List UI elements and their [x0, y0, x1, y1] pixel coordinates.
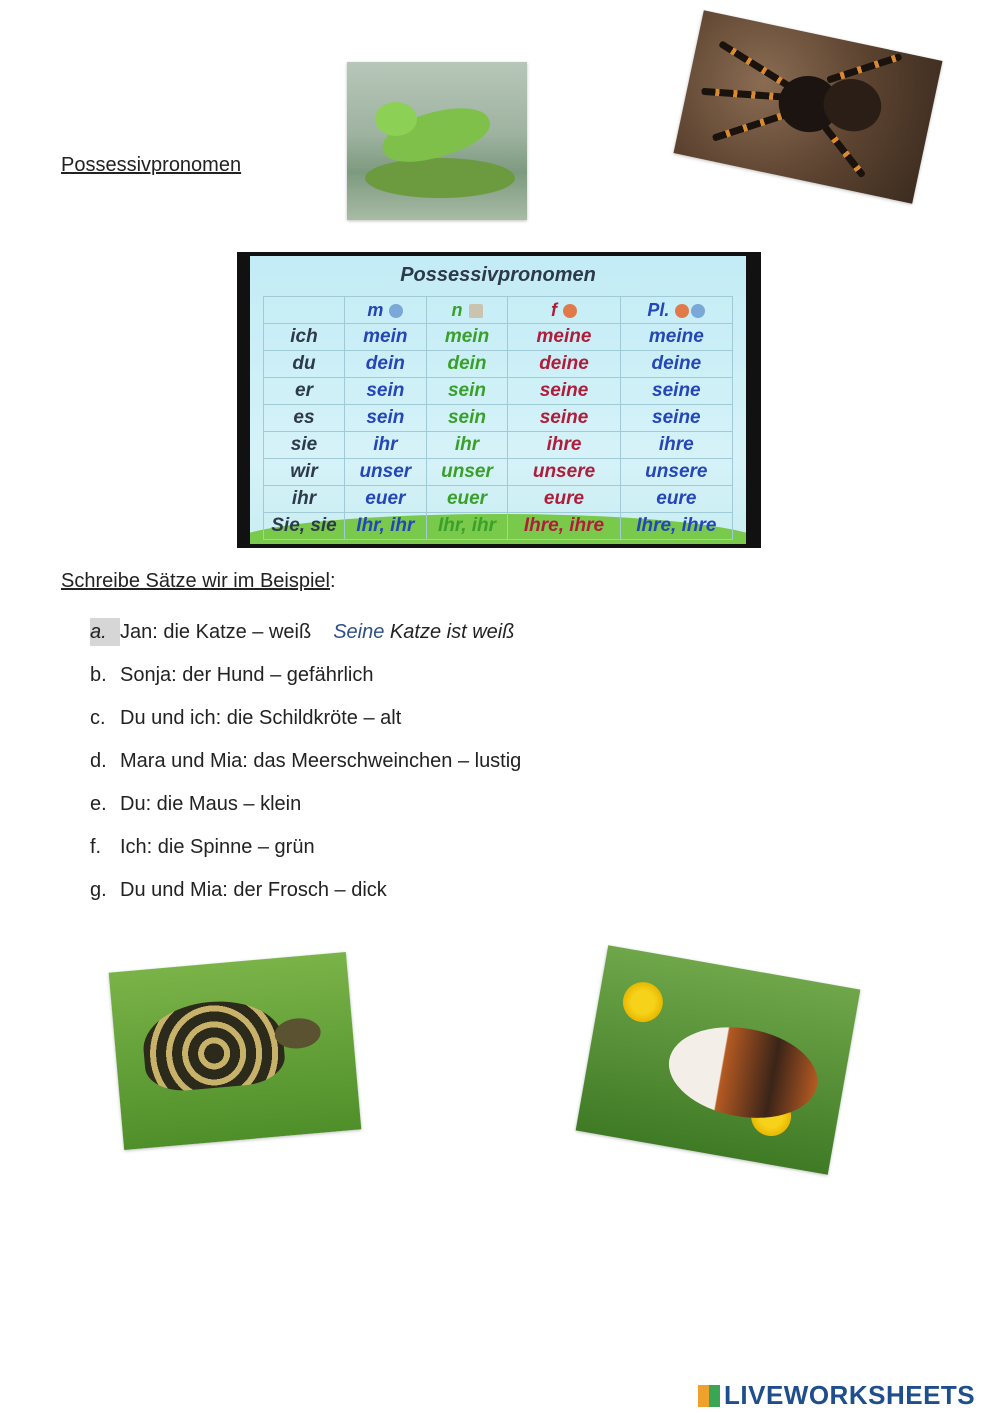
item-marker: f. [90, 836, 102, 858]
pronoun-table-board [250, 256, 746, 544]
frog-head [375, 102, 417, 136]
item-marker: e. [90, 793, 107, 815]
example-answer [333, 621, 514, 643]
list-item [90, 747, 521, 790]
item-text: Du und Mia: der Frosch – dick [120, 879, 387, 901]
list-item [90, 833, 521, 876]
task-list [90, 618, 521, 919]
instruction-text: Schreibe Sätze wir im Beispiel [61, 570, 330, 592]
spider-leg [826, 53, 902, 84]
turtle-shell [140, 996, 287, 1094]
cell-pronoun: sie [264, 432, 345, 459]
item-marker: a. [90, 618, 120, 646]
table-row [264, 513, 733, 540]
cell-pl: meine [620, 324, 732, 351]
guinea-pig-body [662, 1016, 825, 1129]
item-text: Sonja: der Hund – gefährlich [120, 664, 374, 686]
instruction-colon: : [330, 570, 336, 592]
cell-pronoun: es [264, 405, 345, 432]
cell-n: sein [426, 405, 508, 432]
girl-icon [675, 304, 689, 318]
cell-m: sein [345, 405, 427, 432]
header-cell-pronoun [264, 297, 345, 324]
header-cell-m [345, 297, 427, 324]
cell-m: dein [345, 351, 427, 378]
table-row [264, 351, 733, 378]
cell-n: ihr [426, 432, 508, 459]
brand-logo[interactable] [698, 1380, 975, 1411]
example-answer-word: Seine [333, 621, 385, 643]
pronoun-table [263, 296, 733, 540]
cell-pl: seine [620, 405, 732, 432]
cell-m: mein [345, 324, 427, 351]
header-f-label: f [551, 299, 557, 320]
cell-pl: deine [620, 351, 732, 378]
cell-f: ihre [508, 432, 620, 459]
item-text: Du und ich: die Schildkröte – alt [120, 707, 402, 729]
liveworksheets-icon [698, 1385, 720, 1407]
page-title: Possessivpronomen [61, 154, 242, 176]
item-marker: c. [90, 707, 106, 729]
frog-photo [347, 62, 527, 220]
item-text: Ich: die Spinne – grün [120, 836, 315, 858]
spider-leg [712, 110, 790, 141]
header-cell-f [508, 297, 620, 324]
list-item [90, 661, 521, 704]
cell-pronoun: ich [264, 324, 345, 351]
cell-m: ihr [345, 432, 427, 459]
girl-icon [563, 304, 577, 318]
table-row [264, 459, 733, 486]
table-row [264, 486, 733, 513]
cell-pl: ihre [620, 432, 732, 459]
cell-f: deine [508, 351, 620, 378]
cell-pl: Ihre, ihre [620, 513, 732, 540]
header-m-label: m [367, 299, 384, 320]
header-n-label: n [451, 299, 463, 320]
cell-pl: seine [620, 378, 732, 405]
cell-pronoun: ihr [264, 486, 345, 513]
table-row [264, 324, 733, 351]
cell-n: Ihr, ihr [426, 513, 508, 540]
cell-pronoun: Sie, sie [264, 513, 345, 540]
cell-m: unser [345, 459, 427, 486]
cell-pronoun: er [264, 378, 345, 405]
cell-f: seine [508, 405, 620, 432]
item-text: Jan: die Katze – weiß [120, 621, 312, 643]
item-text: Mara und Mia: das Meerschweinchen – lustig [120, 750, 522, 772]
header-pl-label: Pl. [647, 299, 670, 320]
list-item [90, 618, 521, 661]
header-cell-n [426, 297, 508, 324]
spider-photo [673, 10, 942, 204]
list-item [90, 876, 521, 919]
cell-f: meine [508, 324, 620, 351]
cell-pronoun: du [264, 351, 345, 378]
cell-f: eure [508, 486, 620, 513]
spider-leg [718, 40, 795, 92]
pronoun-table-image [237, 252, 761, 548]
example-answer-rest: Katze ist weiß [384, 621, 515, 643]
cell-n: dein [426, 351, 508, 378]
boy-icon [691, 304, 705, 318]
dandelion [620, 979, 666, 1025]
item-marker: g. [90, 879, 107, 901]
table-row [264, 405, 733, 432]
cell-pl: eure [620, 486, 732, 513]
cell-f: unsere [508, 459, 620, 486]
cell-pl: unsere [620, 459, 732, 486]
item-marker: b. [90, 664, 107, 686]
cell-pronoun: wir [264, 459, 345, 486]
cell-n: sein [426, 378, 508, 405]
table-header-row [264, 297, 733, 324]
cell-n: unser [426, 459, 508, 486]
turtle-photo [109, 952, 362, 1150]
list-item [90, 704, 521, 747]
guinea-pig-photo [576, 945, 861, 1175]
table-title: Possessivpronomen [400, 264, 596, 286]
lily-pad [365, 158, 515, 198]
cell-n: mein [426, 324, 508, 351]
cell-n: euer [426, 486, 508, 513]
instruction-heading [61, 570, 336, 593]
brand-text: LIVEWORKSHEETS [724, 1380, 976, 1410]
item-text: Du: die Maus – klein [120, 793, 302, 815]
header-cell-pl [620, 297, 732, 324]
table-row [264, 432, 733, 459]
cell-m: sein [345, 378, 427, 405]
cell-f: Ihre, ihre [508, 513, 620, 540]
book-icon [469, 304, 483, 318]
cell-f: seine [508, 378, 620, 405]
table-row [264, 378, 733, 405]
item-marker: d. [90, 750, 107, 772]
list-item [90, 790, 521, 833]
cell-m: euer [345, 486, 427, 513]
cell-m: Ihr, ihr [345, 513, 427, 540]
boy-icon [389, 304, 403, 318]
